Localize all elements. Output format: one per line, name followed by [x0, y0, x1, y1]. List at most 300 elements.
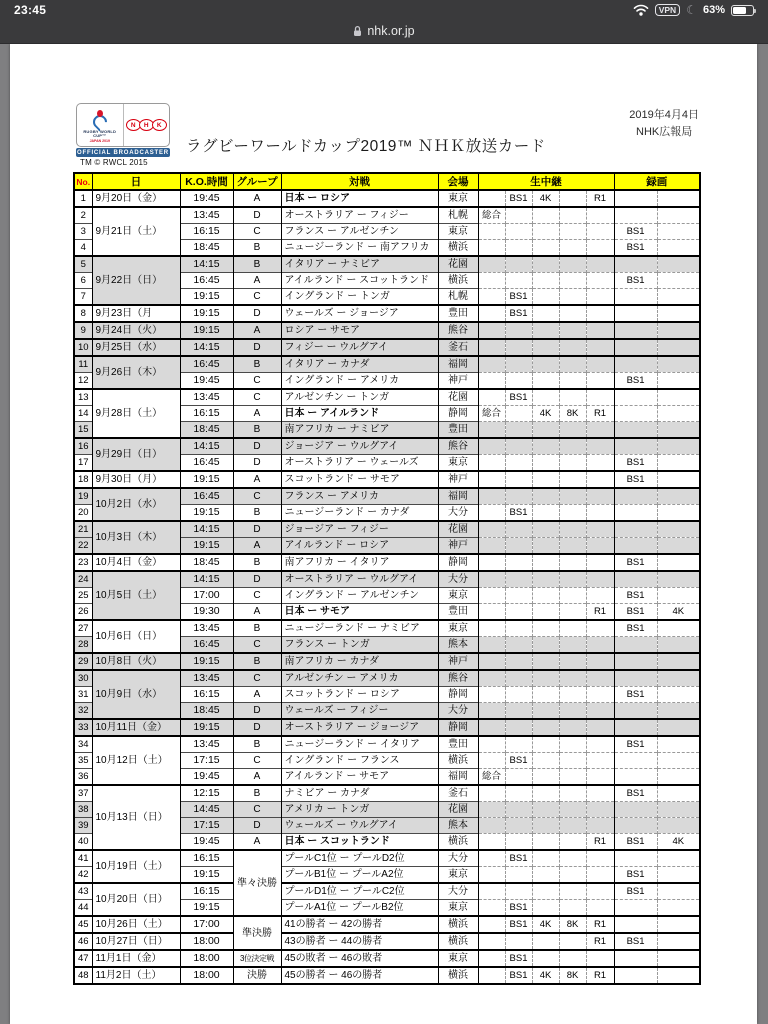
table-row: [74, 785, 700, 802]
table-row: [74, 521, 700, 538]
live-channel: [532, 653, 559, 670]
live-channel: [478, 883, 505, 900]
match-no: 20: [74, 505, 92, 522]
live-channel: [586, 438, 614, 455]
venue: 花園: [438, 802, 478, 818]
live-channel: [478, 719, 505, 736]
venue: 釜石: [438, 785, 478, 802]
recording-channel: [657, 933, 700, 950]
vpn-badge: VPN: [655, 4, 680, 16]
live-channel: 4K: [532, 916, 559, 933]
live-channel: [505, 455, 532, 472]
live-channel: [505, 736, 532, 753]
live-channel: [586, 719, 614, 736]
match-no: 8: [74, 305, 92, 322]
live-channel: [505, 356, 532, 373]
recording-channel: [657, 620, 700, 637]
live-channel: BS1: [505, 967, 532, 984]
live-channel: [559, 653, 586, 670]
recording-channel: [614, 916, 657, 933]
group-or-stage: C: [233, 588, 281, 604]
live-channel: [586, 373, 614, 390]
venue: 大分: [438, 703, 478, 720]
live-channel: [505, 637, 532, 654]
match-teams: 日本 ー スコットランド: [281, 834, 438, 851]
live-channel: R1: [586, 406, 614, 422]
broadcast-schedule-table: [73, 172, 701, 985]
live-channel: BS1: [505, 190, 532, 207]
live-channel: [532, 769, 559, 786]
recording-channel: [614, 190, 657, 207]
match-no: 25: [74, 588, 92, 604]
live-channel: [532, 802, 559, 818]
recording-channel: [657, 802, 700, 818]
wifi-icon: [633, 4, 649, 16]
match-teams: アルゼンチン ー アメリカ: [281, 670, 438, 687]
table-row: [74, 653, 700, 670]
kickoff-time: 19:30: [180, 604, 233, 621]
kickoff-time: 17:00: [180, 916, 233, 933]
recording-channel: BS1: [614, 554, 657, 571]
match-no: 9: [74, 322, 92, 339]
venue: 花園: [438, 256, 478, 273]
venue: 花園: [438, 389, 478, 406]
live-channel: [586, 753, 614, 769]
trademark-note: TM © RWCL 2015: [80, 158, 148, 167]
table-row: [74, 933, 700, 950]
venue: 横浜: [438, 273, 478, 289]
match-no: 28: [74, 637, 92, 654]
live-channel: [478, 455, 505, 472]
match-teams: オーストラリア ー ジョージア: [281, 719, 438, 736]
group-or-stage: A: [233, 604, 281, 621]
live-channel: [559, 438, 586, 455]
live-channel: [532, 339, 559, 356]
live-channel: [532, 883, 559, 900]
match-no: 24: [74, 571, 92, 588]
recording-channel: [657, 785, 700, 802]
live-channel: [505, 653, 532, 670]
match-teams: プールD1位 ー プールC2位: [281, 883, 438, 900]
live-channel: [532, 637, 559, 654]
match-teams: イタリア ー ナミビア: [281, 256, 438, 273]
live-channel: [532, 687, 559, 703]
kickoff-time: 16:15: [180, 687, 233, 703]
group-or-stage: D: [233, 571, 281, 588]
match-date: 10月9日（水）: [92, 670, 180, 719]
live-channel: [505, 521, 532, 538]
group-or-stage: B: [233, 785, 281, 802]
live-channel: [559, 322, 586, 339]
recording-channel: BS1: [614, 785, 657, 802]
group-or-stage: 決勝: [233, 967, 281, 984]
live-channel: [505, 571, 532, 588]
recording-channel: [657, 867, 700, 884]
match-no: 43: [74, 883, 92, 900]
recording-channel: BS1: [614, 471, 657, 488]
live-channel: [559, 802, 586, 818]
table-row: [74, 670, 700, 687]
live-channel: 8K: [559, 967, 586, 984]
live-channel: [478, 850, 505, 867]
live-channel: [559, 455, 586, 472]
match-date: 11月2日（土）: [92, 967, 180, 984]
match-no: 35: [74, 753, 92, 769]
live-channel: [532, 373, 559, 390]
document-header: [10, 44, 757, 172]
match-no: 29: [74, 653, 92, 670]
group-or-stage: C: [233, 289, 281, 306]
match-teams: ニュージーランド ー カナダ: [281, 505, 438, 522]
recording-channel: [657, 850, 700, 867]
recording-channel: [657, 422, 700, 439]
match-date: 10月6日（日）: [92, 620, 180, 653]
recording-channel: [657, 273, 700, 289]
live-channel: BS1: [505, 753, 532, 769]
match-teams: ウェールズ ー ジョージア: [281, 305, 438, 322]
live-channel: [478, 571, 505, 588]
recording-channel: [657, 588, 700, 604]
venue: 大分: [438, 571, 478, 588]
match-teams: ナミビア ー カナダ: [281, 785, 438, 802]
live-channel: [586, 538, 614, 555]
table-row: [74, 916, 700, 933]
recording-channel: [657, 703, 700, 720]
kickoff-time: 19:15: [180, 900, 233, 917]
recording-channel: BS1: [614, 933, 657, 950]
live-channel: [532, 240, 559, 257]
live-channel: [478, 488, 505, 505]
lock-icon: [353, 25, 362, 37]
live-channel: BS1: [505, 389, 532, 406]
match-no: 23: [74, 554, 92, 571]
match-no: 32: [74, 703, 92, 720]
recording-channel: [657, 305, 700, 322]
recording-channel: [614, 521, 657, 538]
live-channel: [586, 505, 614, 522]
live-channel: [532, 505, 559, 522]
match-no: 22: [74, 538, 92, 555]
live-channel: BS1: [505, 289, 532, 306]
recording-channel: [657, 736, 700, 753]
live-channel: [586, 521, 614, 538]
live-channel: [478, 240, 505, 257]
match-teams: プールC1位 ー プールD2位: [281, 850, 438, 867]
live-channel: [586, 571, 614, 588]
recording-channel: 4K: [657, 834, 700, 851]
group-or-stage: A: [233, 471, 281, 488]
recording-channel: 4K: [657, 604, 700, 621]
match-teams: オーストラリア ー フィジー: [281, 207, 438, 224]
venue: 熊谷: [438, 670, 478, 687]
table-row: [74, 488, 700, 505]
match-no: 41: [74, 850, 92, 867]
col-header-recording: 録画: [614, 173, 700, 190]
col-header-match: 対戦: [281, 173, 438, 190]
live-channel: [586, 950, 614, 967]
live-channel: [505, 339, 532, 356]
live-channel: [505, 883, 532, 900]
kickoff-time: 19:15: [180, 322, 233, 339]
match-date: 9月28日（土）: [92, 389, 180, 438]
match-no: 30: [74, 670, 92, 687]
group-or-stage: A: [233, 273, 281, 289]
match-teams: 43の勝者 ー 44の勝者: [281, 933, 438, 950]
live-channel: [478, 933, 505, 950]
live-channel: [478, 802, 505, 818]
live-channel: [559, 670, 586, 687]
venue: 横浜: [438, 916, 478, 933]
recording-channel: [614, 207, 657, 224]
kickoff-time: 19:15: [180, 289, 233, 306]
recording-channel: [657, 455, 700, 472]
table-row: [74, 471, 700, 488]
kickoff-time: 16:45: [180, 273, 233, 289]
match-teams: アイルランド ー ロシア: [281, 538, 438, 555]
live-channel: [532, 834, 559, 851]
match-teams: 45の敗者 ー 46の敗者: [281, 950, 438, 967]
live-channel: [478, 389, 505, 406]
live-channel: [505, 438, 532, 455]
kickoff-time: 18:00: [180, 967, 233, 984]
match-date: 9月25日（水）: [92, 339, 180, 356]
issue-info: [629, 107, 699, 141]
live-channel: [532, 620, 559, 637]
live-channel: BS1: [505, 305, 532, 322]
match-date: 9月26日（木）: [92, 356, 180, 389]
recording-channel: BS1: [614, 883, 657, 900]
table-row: [74, 571, 700, 588]
live-channel: 4K: [532, 967, 559, 984]
recording-channel: [657, 406, 700, 422]
live-channel: [532, 305, 559, 322]
browser-chrome: [0, 0, 768, 44]
group-or-stage: C: [233, 373, 281, 390]
live-channel: [532, 867, 559, 884]
venue: 豊田: [438, 422, 478, 439]
live-channel: [559, 950, 586, 967]
table-row: [74, 190, 700, 207]
live-channel: [478, 339, 505, 356]
kickoff-time: 14:15: [180, 571, 233, 588]
live-channel: [505, 422, 532, 439]
match-teams: 南アフリカ ー カナダ: [281, 653, 438, 670]
live-channel: [532, 488, 559, 505]
live-channel: [532, 785, 559, 802]
match-teams: スコットランド ー サモア: [281, 471, 438, 488]
live-channel: [532, 273, 559, 289]
group-or-stage: D: [233, 305, 281, 322]
live-channel: [586, 471, 614, 488]
table-row: [74, 950, 700, 967]
nhk-logo: N H K: [124, 104, 170, 146]
kickoff-time: 14:15: [180, 256, 233, 273]
kickoff-time: 14:15: [180, 339, 233, 356]
recording-channel: BS1: [614, 867, 657, 884]
kickoff-time: 16:15: [180, 850, 233, 867]
col-header-date: 日: [92, 173, 180, 190]
kickoff-time: 18:00: [180, 933, 233, 950]
match-date: 9月30日（月）: [92, 471, 180, 488]
match-no: 14: [74, 406, 92, 422]
url-bar[interactable]: [0, 20, 768, 42]
group-or-stage: D: [233, 719, 281, 736]
live-channel: [478, 588, 505, 604]
match-no: 27: [74, 620, 92, 637]
live-channel: [559, 488, 586, 505]
live-channel: [505, 785, 532, 802]
table-row: [74, 207, 700, 224]
recording-channel: BS1: [614, 834, 657, 851]
live-channel: [586, 883, 614, 900]
recording-channel: [657, 190, 700, 207]
issue-dept: NHK広報局: [636, 126, 693, 138]
live-channel: [505, 867, 532, 884]
venue: 釜石: [438, 339, 478, 356]
live-channel: [586, 736, 614, 753]
recording-channel: BS1: [614, 455, 657, 472]
kickoff-time: 16:15: [180, 406, 233, 422]
group-or-stage: B: [233, 505, 281, 522]
venue: 大分: [438, 883, 478, 900]
venue: 横浜: [438, 933, 478, 950]
recording-channel: [614, 950, 657, 967]
live-channel: R1: [586, 604, 614, 621]
live-channel: R1: [586, 834, 614, 851]
live-channel: [532, 703, 559, 720]
match-teams: イタリア ー カナダ: [281, 356, 438, 373]
kickoff-time: 17:00: [180, 588, 233, 604]
recording-channel: [614, 753, 657, 769]
match-no: 11: [74, 356, 92, 373]
live-channel: [478, 950, 505, 967]
match-no: 18: [74, 471, 92, 488]
match-no: 13: [74, 389, 92, 406]
live-channel: [505, 256, 532, 273]
url-domain: nhk.or.jp: [367, 24, 415, 38]
venue: 福岡: [438, 488, 478, 505]
venue: 福岡: [438, 356, 478, 373]
kickoff-time: 19:15: [180, 505, 233, 522]
match-date: 9月22日（日）: [92, 256, 180, 305]
live-channel: [559, 785, 586, 802]
live-channel: 総合: [478, 769, 505, 786]
status-bar: [0, 2, 768, 18]
match-date: 10月26日（土）: [92, 916, 180, 933]
recording-channel: [614, 505, 657, 522]
match-no: 19: [74, 488, 92, 505]
live-channel: [586, 224, 614, 240]
live-channel: [559, 687, 586, 703]
live-channel: R1: [586, 933, 614, 950]
live-channel: [478, 867, 505, 884]
live-channel: [532, 356, 559, 373]
live-channel: [586, 637, 614, 654]
match-date: 10月11日（金）: [92, 719, 180, 736]
recording-channel: [657, 339, 700, 356]
recording-channel: [657, 950, 700, 967]
venue: 札幌: [438, 207, 478, 224]
live-channel: 8K: [559, 916, 586, 933]
live-channel: [478, 305, 505, 322]
live-channel: [505, 834, 532, 851]
recording-channel: BS1: [614, 604, 657, 621]
live-channel: [505, 620, 532, 637]
group-or-stage: C: [233, 753, 281, 769]
recording-channel: [657, 322, 700, 339]
match-teams: イングランド ー トンガ: [281, 289, 438, 306]
kickoff-time: 17:15: [180, 753, 233, 769]
recording-channel: [657, 373, 700, 390]
table-row: [74, 554, 700, 571]
live-channel: [532, 571, 559, 588]
group-or-stage: D: [233, 207, 281, 224]
venue: 花園: [438, 521, 478, 538]
live-channel: [559, 588, 586, 604]
live-channel: [505, 719, 532, 736]
kickoff-time: 18:00: [180, 950, 233, 967]
match-teams: フィジー ー ウルグアイ: [281, 339, 438, 356]
group-or-stage: D: [233, 818, 281, 834]
live-channel: [586, 850, 614, 867]
match-no: 47: [74, 950, 92, 967]
recording-channel: [614, 703, 657, 720]
match-date: 11月1日（金）: [92, 950, 180, 967]
recording-channel: [614, 356, 657, 373]
group-or-stage: B: [233, 554, 281, 571]
live-channel: BS1: [505, 916, 532, 933]
live-channel: [478, 967, 505, 984]
group-or-stage: 3位決定戦: [233, 950, 281, 967]
match-date: 9月23日（月: [92, 305, 180, 322]
match-no: 6: [74, 273, 92, 289]
live-channel: [478, 900, 505, 917]
match-no: 12: [74, 373, 92, 390]
venue: 横浜: [438, 834, 478, 851]
col-header-venue: 会場: [438, 173, 478, 190]
live-channel: [559, 273, 586, 289]
live-channel: [586, 785, 614, 802]
kickoff-time: 18:45: [180, 422, 233, 439]
kickoff-time: 13:45: [180, 736, 233, 753]
table-row: [74, 339, 700, 356]
status-time: 23:45: [14, 3, 47, 17]
kickoff-time: 12:15: [180, 785, 233, 802]
broadcaster-logo-block: [76, 103, 170, 167]
match-teams: ニュージーランド ー イタリア: [281, 736, 438, 753]
kickoff-time: 19:45: [180, 834, 233, 851]
match-no: 44: [74, 900, 92, 917]
recording-channel: [614, 769, 657, 786]
live-channel: [559, 356, 586, 373]
live-channel: [559, 373, 586, 390]
live-channel: [586, 818, 614, 834]
group-or-stage: A: [233, 406, 281, 422]
live-channel: [478, 916, 505, 933]
recording-channel: [614, 637, 657, 654]
match-teams: 南アフリカ ー ナミビア: [281, 422, 438, 439]
group-or-stage: B: [233, 356, 281, 373]
venue: 横浜: [438, 240, 478, 257]
match-teams: アメリカ ー トンガ: [281, 802, 438, 818]
group-or-stage: D: [233, 703, 281, 720]
match-no: 7: [74, 289, 92, 306]
live-channel: [586, 769, 614, 786]
live-channel: [559, 505, 586, 522]
kickoff-time: 19:45: [180, 190, 233, 207]
live-channel: [478, 554, 505, 571]
venue: 熊本: [438, 818, 478, 834]
